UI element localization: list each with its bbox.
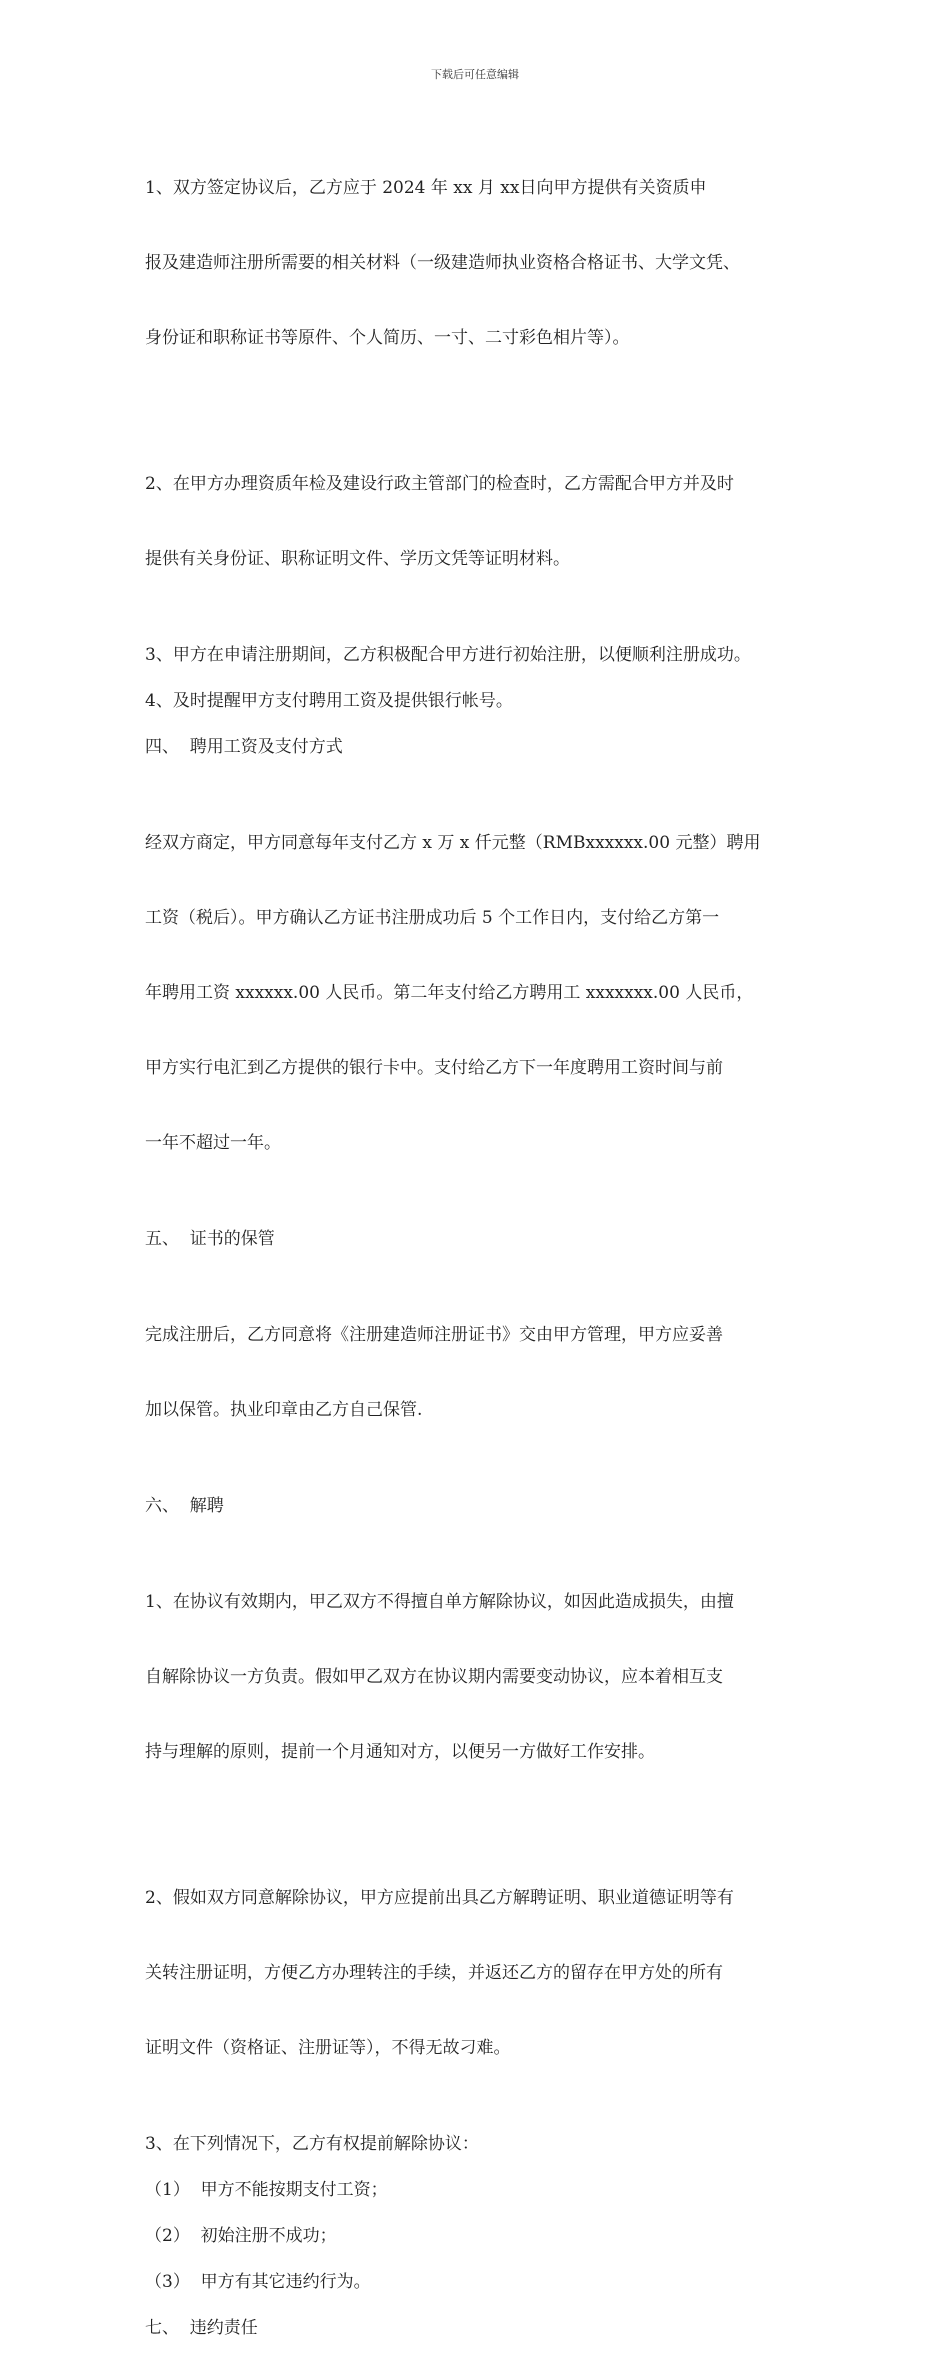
- dismissal-clause-2: [145, 1836, 835, 2111]
- text-line: 年聘用工资 xxxxxx.00 人民币。第二年支付给乙方聘用工 xxxxxxx.00 人民币，: [145, 983, 754, 1003]
- dismissal-condition-1: （1） 甲方不能按期支付工资；: [145, 2180, 388, 2200]
- text-line: 1、在协议有效期内，甲乙双方不得擅自单方解除协议，如因此造成损失，由擅: [145, 1592, 734, 1612]
- text-line: 2、假如双方同意解除协议，甲方应提前出具乙方解聘证明、职业道德证明等有: [145, 1888, 734, 1908]
- document-body: [145, 126, 835, 2362]
- text-line: 提供有关身份证、职称证明文件、学历文凭等证明材料。: [145, 549, 570, 569]
- dismissal-condition-2: （2） 初始注册不成功；: [145, 2226, 337, 2246]
- page-header: 下载后可任意编辑: [431, 68, 519, 81]
- clause-1-materials: [145, 126, 835, 401]
- text-line: 加以保管。执业印章由乙方自己保管.: [145, 1400, 423, 1420]
- section-heading-6: 六、 解聘: [145, 1496, 224, 1516]
- clause-4-reminder: 4、及时提醒甲方支付聘用工资及提供银行帐号。: [145, 691, 513, 711]
- clause-2-inspection: [145, 422, 835, 622]
- dismissal-condition-3: （3） 甲方有其它违约行为。: [145, 2272, 371, 2292]
- dismissal-clause-1: [145, 1540, 835, 1815]
- salary-paragraph: [145, 781, 835, 1206]
- text-line: 报及建造师注册所需要的相关材料（一级建造师执业资格合格证书、大学文凭、: [145, 253, 740, 273]
- text-line: 身份证和职称证书等原件、个人简历、一寸、二寸彩色相片等）。: [145, 328, 630, 348]
- text-line: 证明文件（资格证、注册证等），不得无故刁难。: [145, 2038, 511, 2058]
- section-heading-5: 五、 证书的保管: [145, 1229, 275, 1249]
- text-line: 经双方商定，甲方同意每年支付乙方 x 万 x 仟元整（RMBxxxxxx.00 元整）聘用: [145, 833, 761, 853]
- dismissal-clause-3: 3、在下列情况下，乙方有权提前解除协议：: [145, 2134, 479, 2154]
- text-line: 2、在甲方办理资质年检及建设行政主管部门的检查时，乙方需配合甲方并及时: [145, 474, 734, 494]
- text-line: 关转注册证明，方便乙方办理转注的手续，并返还乙方的留存在甲方处的所有: [145, 1963, 723, 1983]
- text-line: 自解除协议一方负责。假如甲乙双方在协议期内需要变动协议，应本着相互支: [145, 1667, 723, 1687]
- section-heading-4: 四、 聘用工资及支付方式: [145, 737, 343, 757]
- text-line: 持与理解的原则，提前一个月通知对方，以便另一方做好工作安排。: [145, 1742, 655, 1762]
- text-line: 1、双方签定协议后，乙方应于 2024 年 xx 月 xx日向甲方提供有关资质申: [145, 178, 707, 198]
- clause-3-registration: 3、甲方在申请注册期间，乙方积极配合甲方进行初始注册，以便顺利注册成功。: [145, 645, 751, 665]
- section-heading-7: 七、 违约责任: [145, 2318, 258, 2338]
- certificate-custody-paragraph: [145, 1273, 835, 1473]
- text-line: 甲方实行电汇到乙方提供的银行卡中。支付给乙方下一年度聘用工资时间与前: [145, 1058, 723, 1078]
- text-line: 完成注册后，乙方同意将《注册建造师注册证书》交由甲方管理，甲方应妥善: [145, 1325, 723, 1345]
- text-line: 工资（税后）。甲方确认乙方证书注册成功后 5 个工作日内，支付给乙方第一: [145, 908, 720, 928]
- text-line: 一年不超过一年。: [145, 1133, 281, 1153]
